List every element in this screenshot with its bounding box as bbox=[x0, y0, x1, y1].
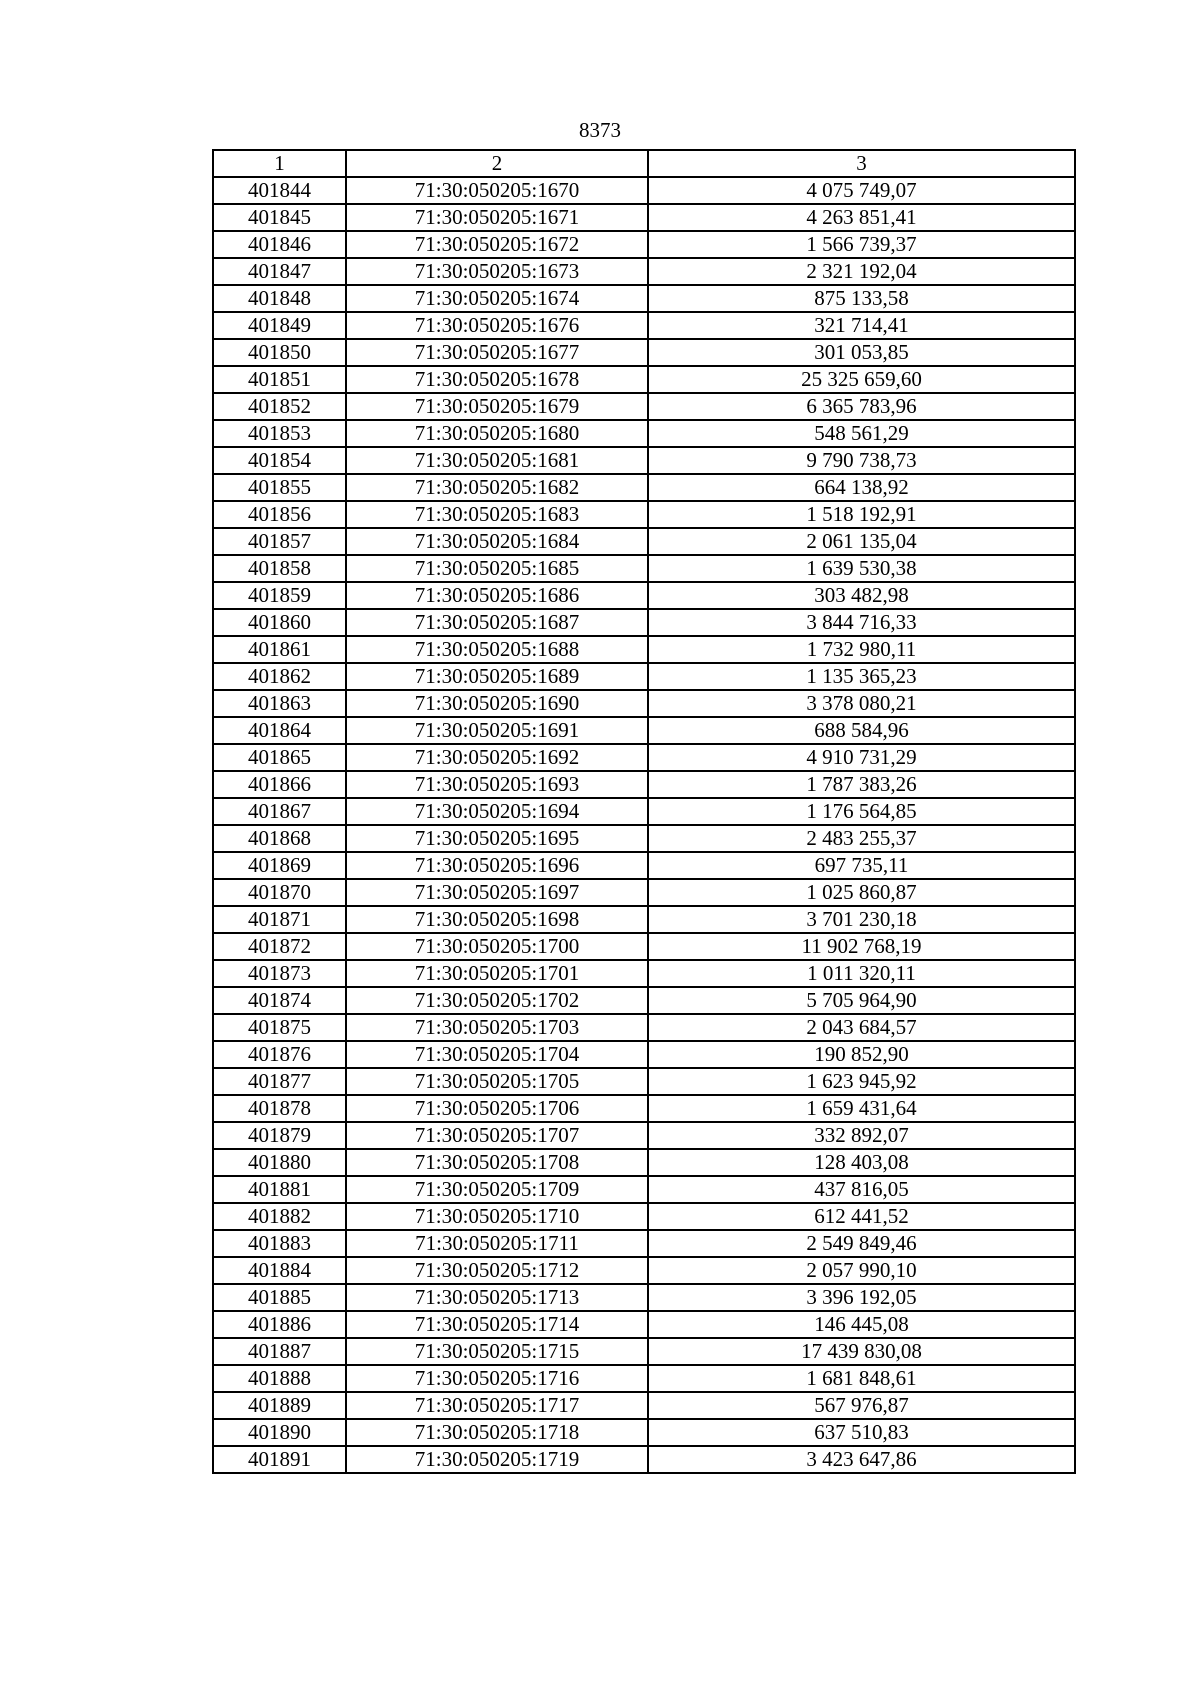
row-number-cell: 401856 bbox=[213, 501, 346, 528]
table-row bbox=[213, 906, 1075, 933]
value-cell: 1 659 431,64 bbox=[648, 1095, 1075, 1122]
table-row bbox=[213, 582, 1075, 609]
value-cell: 17 439 830,08 bbox=[648, 1338, 1075, 1365]
row-number-cell: 401865 bbox=[213, 744, 346, 771]
cadastral-number-cell: 71:30:050205:1701 bbox=[346, 960, 648, 987]
cadastral-number-cell: 71:30:050205:1673 bbox=[346, 258, 648, 285]
table-row bbox=[213, 339, 1075, 366]
cadastral-number-cell: 71:30:050205:1672 bbox=[346, 231, 648, 258]
value-cell: 4 075 749,07 bbox=[648, 177, 1075, 204]
table-row bbox=[213, 447, 1075, 474]
value-cell: 2 549 849,46 bbox=[648, 1230, 1075, 1257]
table-row bbox=[213, 960, 1075, 987]
value-cell: 1 681 848,61 bbox=[648, 1365, 1075, 1392]
cadastral-number-cell: 71:30:050205:1710 bbox=[346, 1203, 648, 1230]
table-row bbox=[213, 1311, 1075, 1338]
table-row bbox=[213, 636, 1075, 663]
value-cell: 11 902 768,19 bbox=[648, 933, 1075, 960]
cadastral-number-cell: 71:30:050205:1677 bbox=[346, 339, 648, 366]
cadastral-number-cell: 71:30:050205:1681 bbox=[346, 447, 648, 474]
table-row bbox=[213, 690, 1075, 717]
table-row bbox=[213, 825, 1075, 852]
cadastral-number-cell: 71:30:050205:1688 bbox=[346, 636, 648, 663]
table-body bbox=[213, 177, 1075, 1473]
cadastral-number-cell: 71:30:050205:1684 bbox=[346, 528, 648, 555]
table-row bbox=[213, 1176, 1075, 1203]
row-number-cell: 401876 bbox=[213, 1041, 346, 1068]
row-number-cell: 401872 bbox=[213, 933, 346, 960]
table-row bbox=[213, 1365, 1075, 1392]
row-number-cell: 401852 bbox=[213, 393, 346, 420]
cadastral-number-cell: 71:30:050205:1708 bbox=[346, 1149, 648, 1176]
cadastral-number-cell: 71:30:050205:1678 bbox=[346, 366, 648, 393]
table-row bbox=[213, 744, 1075, 771]
table-row bbox=[213, 1446, 1075, 1473]
value-cell: 1 732 980,11 bbox=[648, 636, 1075, 663]
row-number-cell: 401857 bbox=[213, 528, 346, 555]
value-cell: 332 892,07 bbox=[648, 1122, 1075, 1149]
table-row bbox=[213, 528, 1075, 555]
value-cell: 3 423 647,86 bbox=[648, 1446, 1075, 1473]
table-row bbox=[213, 1392, 1075, 1419]
table-header-row bbox=[213, 150, 1075, 177]
row-number-cell: 401847 bbox=[213, 258, 346, 285]
value-cell: 437 816,05 bbox=[648, 1176, 1075, 1203]
value-cell: 3 701 230,18 bbox=[648, 906, 1075, 933]
value-cell: 688 584,96 bbox=[648, 717, 1075, 744]
table-row bbox=[213, 420, 1075, 447]
cadastral-number-cell: 71:30:050205:1705 bbox=[346, 1068, 648, 1095]
row-number-cell: 401888 bbox=[213, 1365, 346, 1392]
value-cell: 321 714,41 bbox=[648, 312, 1075, 339]
table-row bbox=[213, 1203, 1075, 1230]
row-number-cell: 401887 bbox=[213, 1338, 346, 1365]
table-row bbox=[213, 474, 1075, 501]
table-row bbox=[213, 312, 1075, 339]
cadastral-number-cell: 71:30:050205:1697 bbox=[346, 879, 648, 906]
table-row bbox=[213, 1338, 1075, 1365]
row-number-cell: 401889 bbox=[213, 1392, 346, 1419]
row-number-cell: 401880 bbox=[213, 1149, 346, 1176]
table-row bbox=[213, 231, 1075, 258]
column-header-1: 1 bbox=[213, 150, 346, 177]
value-cell: 301 053,85 bbox=[648, 339, 1075, 366]
row-number-cell: 401854 bbox=[213, 447, 346, 474]
cadastral-number-cell: 71:30:050205:1719 bbox=[346, 1446, 648, 1473]
row-number-cell: 401868 bbox=[213, 825, 346, 852]
table-row bbox=[213, 204, 1075, 231]
table-row bbox=[213, 1014, 1075, 1041]
row-number-cell: 401871 bbox=[213, 906, 346, 933]
value-cell: 9 790 738,73 bbox=[648, 447, 1075, 474]
value-cell: 2 043 684,57 bbox=[648, 1014, 1075, 1041]
cadastral-number-cell: 71:30:050205:1694 bbox=[346, 798, 648, 825]
row-number-cell: 401878 bbox=[213, 1095, 346, 1122]
table-row bbox=[213, 717, 1075, 744]
value-cell: 5 705 964,90 bbox=[648, 987, 1075, 1014]
table-row bbox=[213, 393, 1075, 420]
row-number-cell: 401886 bbox=[213, 1311, 346, 1338]
table-row bbox=[213, 285, 1075, 312]
table-row bbox=[213, 1122, 1075, 1149]
value-cell: 303 482,98 bbox=[648, 582, 1075, 609]
value-cell: 128 403,08 bbox=[648, 1149, 1075, 1176]
cadastral-number-cell: 71:30:050205:1703 bbox=[346, 1014, 648, 1041]
cadastral-number-cell: 71:30:050205:1679 bbox=[346, 393, 648, 420]
value-cell: 4 910 731,29 bbox=[648, 744, 1075, 771]
cadastral-number-cell: 71:30:050205:1686 bbox=[346, 582, 648, 609]
row-number-cell: 401846 bbox=[213, 231, 346, 258]
cadastral-number-cell: 71:30:050205:1711 bbox=[346, 1230, 648, 1257]
value-cell: 1 025 860,87 bbox=[648, 879, 1075, 906]
cadastral-number-cell: 71:30:050205:1702 bbox=[346, 987, 648, 1014]
cadastral-number-cell: 71:30:050205:1695 bbox=[346, 825, 648, 852]
cadastral-number-cell: 71:30:050205:1718 bbox=[346, 1419, 648, 1446]
cadastral-number-cell: 71:30:050205:1715 bbox=[346, 1338, 648, 1365]
row-number-cell: 401860 bbox=[213, 609, 346, 636]
value-cell: 1 518 192,91 bbox=[648, 501, 1075, 528]
cadastral-number-cell: 71:30:050205:1674 bbox=[346, 285, 648, 312]
table-row bbox=[213, 663, 1075, 690]
row-number-cell: 401859 bbox=[213, 582, 346, 609]
value-cell: 1 787 383,26 bbox=[648, 771, 1075, 798]
value-cell: 3 844 716,33 bbox=[648, 609, 1075, 636]
cadastral-number-cell: 71:30:050205:1716 bbox=[346, 1365, 648, 1392]
column-header-3: 3 bbox=[648, 150, 1075, 177]
row-number-cell: 401864 bbox=[213, 717, 346, 744]
row-number-cell: 401845 bbox=[213, 204, 346, 231]
value-cell: 190 852,90 bbox=[648, 1041, 1075, 1068]
row-number-cell: 401855 bbox=[213, 474, 346, 501]
value-cell: 3 378 080,21 bbox=[648, 690, 1075, 717]
value-cell: 875 133,58 bbox=[648, 285, 1075, 312]
cadastral-number-cell: 71:30:050205:1676 bbox=[346, 312, 648, 339]
cadastral-number-cell: 71:30:050205:1709 bbox=[346, 1176, 648, 1203]
cadastral-number-cell: 71:30:050205:1717 bbox=[346, 1392, 648, 1419]
value-cell: 567 976,87 bbox=[648, 1392, 1075, 1419]
value-cell: 637 510,83 bbox=[648, 1419, 1075, 1446]
value-cell: 548 561,29 bbox=[648, 420, 1075, 447]
row-number-cell: 401891 bbox=[213, 1446, 346, 1473]
value-cell: 2 321 192,04 bbox=[648, 258, 1075, 285]
row-number-cell: 401885 bbox=[213, 1284, 346, 1311]
row-number-cell: 401844 bbox=[213, 177, 346, 204]
page-number: 8373 bbox=[579, 118, 621, 142]
table-row bbox=[213, 933, 1075, 960]
row-number-cell: 401875 bbox=[213, 1014, 346, 1041]
value-cell: 1 011 320,11 bbox=[648, 960, 1075, 987]
column-header-2: 2 bbox=[346, 150, 648, 177]
row-number-cell: 401881 bbox=[213, 1176, 346, 1203]
cadastral-number-cell: 71:30:050205:1704 bbox=[346, 1041, 648, 1068]
value-cell: 4 263 851,41 bbox=[648, 204, 1075, 231]
value-cell: 612 441,52 bbox=[648, 1203, 1075, 1230]
table-row bbox=[213, 771, 1075, 798]
value-cell: 2 483 255,37 bbox=[648, 825, 1075, 852]
value-cell: 1 566 739,37 bbox=[648, 231, 1075, 258]
row-number-cell: 401858 bbox=[213, 555, 346, 582]
row-number-cell: 401879 bbox=[213, 1122, 346, 1149]
table-row bbox=[213, 1041, 1075, 1068]
row-number-cell: 401848 bbox=[213, 285, 346, 312]
cadastral-number-cell: 71:30:050205:1706 bbox=[346, 1095, 648, 1122]
value-cell: 697 735,11 bbox=[648, 852, 1075, 879]
cadastral-number-cell: 71:30:050205:1680 bbox=[346, 420, 648, 447]
row-number-cell: 401851 bbox=[213, 366, 346, 393]
cadastral-number-cell: 71:30:050205:1691 bbox=[346, 717, 648, 744]
table-row bbox=[213, 852, 1075, 879]
table-row bbox=[213, 987, 1075, 1014]
row-number-cell: 401882 bbox=[213, 1203, 346, 1230]
table-row bbox=[213, 1230, 1075, 1257]
value-cell: 1 639 530,38 bbox=[648, 555, 1075, 582]
table-row bbox=[213, 1284, 1075, 1311]
cadastral-number-cell: 71:30:050205:1682 bbox=[346, 474, 648, 501]
table-row bbox=[213, 1095, 1075, 1122]
row-number-cell: 401870 bbox=[213, 879, 346, 906]
table-row bbox=[213, 177, 1075, 204]
row-number-cell: 401877 bbox=[213, 1068, 346, 1095]
cadastral-number-cell: 71:30:050205:1713 bbox=[346, 1284, 648, 1311]
cadastral-number-cell: 71:30:050205:1683 bbox=[346, 501, 648, 528]
cadastral-number-cell: 71:30:050205:1687 bbox=[346, 609, 648, 636]
cadastral-number-cell: 71:30:050205:1712 bbox=[346, 1257, 648, 1284]
data-table bbox=[212, 149, 1076, 1474]
value-cell: 2 061 135,04 bbox=[648, 528, 1075, 555]
cadastral-number-cell: 71:30:050205:1685 bbox=[346, 555, 648, 582]
table-row bbox=[213, 366, 1075, 393]
row-number-cell: 401873 bbox=[213, 960, 346, 987]
row-number-cell: 401869 bbox=[213, 852, 346, 879]
row-number-cell: 401849 bbox=[213, 312, 346, 339]
cadastral-number-cell: 71:30:050205:1700 bbox=[346, 933, 648, 960]
cadastral-number-cell: 71:30:050205:1698 bbox=[346, 906, 648, 933]
table-row bbox=[213, 1257, 1075, 1284]
row-number-cell: 401861 bbox=[213, 636, 346, 663]
table-row bbox=[213, 258, 1075, 285]
table-row bbox=[213, 501, 1075, 528]
cadastral-number-cell: 71:30:050205:1696 bbox=[346, 852, 648, 879]
cadastral-number-cell: 71:30:050205:1707 bbox=[346, 1122, 648, 1149]
row-number-cell: 401863 bbox=[213, 690, 346, 717]
row-number-cell: 401850 bbox=[213, 339, 346, 366]
cadastral-number-cell: 71:30:050205:1690 bbox=[346, 690, 648, 717]
row-number-cell: 401866 bbox=[213, 771, 346, 798]
value-cell: 25 325 659,60 bbox=[648, 366, 1075, 393]
row-number-cell: 401853 bbox=[213, 420, 346, 447]
row-number-cell: 401867 bbox=[213, 798, 346, 825]
value-cell: 146 445,08 bbox=[648, 1311, 1075, 1338]
value-cell: 3 396 192,05 bbox=[648, 1284, 1075, 1311]
row-number-cell: 401862 bbox=[213, 663, 346, 690]
table-row bbox=[213, 798, 1075, 825]
cadastral-number-cell: 71:30:050205:1693 bbox=[346, 771, 648, 798]
row-number-cell: 401874 bbox=[213, 987, 346, 1014]
table-row bbox=[213, 609, 1075, 636]
row-number-cell: 401884 bbox=[213, 1257, 346, 1284]
cadastral-number-cell: 71:30:050205:1689 bbox=[346, 663, 648, 690]
value-cell: 1 623 945,92 bbox=[648, 1068, 1075, 1095]
table-row bbox=[213, 1068, 1075, 1095]
table-row bbox=[213, 555, 1075, 582]
value-cell: 6 365 783,96 bbox=[648, 393, 1075, 420]
value-cell: 1 176 564,85 bbox=[648, 798, 1075, 825]
table-row bbox=[213, 1149, 1075, 1176]
cadastral-number-cell: 71:30:050205:1692 bbox=[346, 744, 648, 771]
cadastral-number-cell: 71:30:050205:1670 bbox=[346, 177, 648, 204]
row-number-cell: 401890 bbox=[213, 1419, 346, 1446]
cadastral-number-cell: 71:30:050205:1671 bbox=[346, 204, 648, 231]
table-row bbox=[213, 1419, 1075, 1446]
value-cell: 2 057 990,10 bbox=[648, 1257, 1075, 1284]
row-number-cell: 401883 bbox=[213, 1230, 346, 1257]
table-row bbox=[213, 879, 1075, 906]
cadastral-number-cell: 71:30:050205:1714 bbox=[346, 1311, 648, 1338]
value-cell: 1 135 365,23 bbox=[648, 663, 1075, 690]
value-cell: 664 138,92 bbox=[648, 474, 1075, 501]
